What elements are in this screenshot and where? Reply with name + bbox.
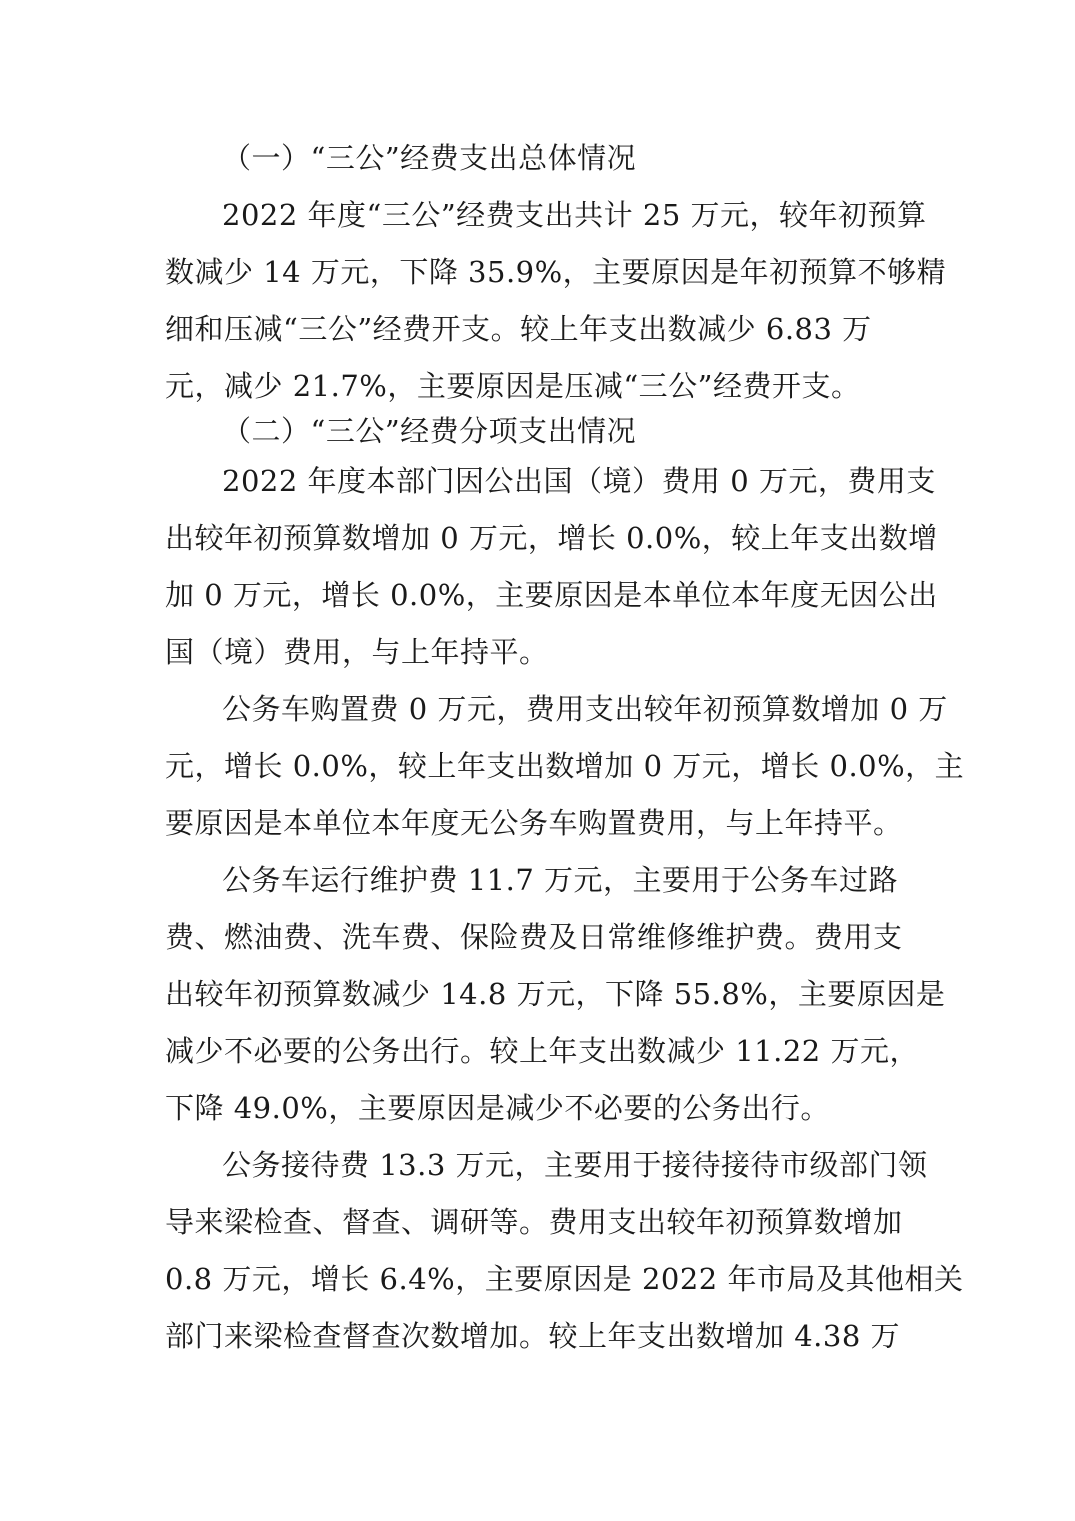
paragraph-line: 部门来梁检查督查次数增加。较上年支出数增加 4.38 万 <box>165 1319 901 1353</box>
paragraph-line: 出较年初预算数减少 14.8 万元，下降 55.8%，主要原因是 <box>165 977 946 1011</box>
section-heading-overall: （一）“三公”经费支出总体情况 <box>222 141 637 175</box>
paragraph-line: 下降 49.0%，主要原因是减少不必要的公务出行。 <box>165 1091 830 1125</box>
paragraph-line: 出较年初预算数增加 0 万元，增长 0.0%，较上年支出数增 <box>165 521 938 555</box>
paragraph-line: 元，减少 21.7%，主要原因是压减“三公”经费开支。 <box>165 369 861 403</box>
paragraph-line: 费、燃油费、洗车费、保险费及日常维修维护费。费用支 <box>165 920 903 954</box>
paragraph-line: 2022 年度本部门因公出国（境）费用 0 万元，费用支 <box>222 464 936 498</box>
paragraph-line: 公务车运行维护费 11.7 万元，主要用于公务车过路 <box>222 863 899 897</box>
paragraph-line: 元，增长 0.0%，较上年支出数增加 0 万元，增长 0.0%，主 <box>165 749 965 783</box>
paragraph-line: 0.8 万元，增长 6.4%，主要原因是 2022 年市局及其他相关 <box>165 1262 964 1296</box>
paragraph-line: 公务接待费 13.3 万元，主要用于接待接待市级部门领 <box>222 1148 928 1182</box>
paragraph-line: 减少不必要的公务出行。较上年支出数减少 11.22 万元， <box>165 1034 919 1068</box>
paragraph-line: 加 0 万元，增长 0.0%，主要原因是本单位本年度无因公出 <box>165 578 938 612</box>
paragraph-line: 国（境）费用，与上年持平。 <box>165 635 549 669</box>
paragraph-line: 要原因是本单位本年度无公务车购置费用，与上年持平。 <box>165 806 903 840</box>
section-heading-itemized: （二）“三公”经费分项支出情况 <box>222 414 637 448</box>
paragraph-line: 数减少 14 万元，下降 35.9%，主要原因是年初预算不够精 <box>165 255 947 289</box>
paragraph-line: 导来梁检查、督查、调研等。费用支出较年初预算数增加 <box>165 1205 903 1239</box>
paragraph-line: 细和压减“三公”经费开支。较上年支出数减少 6.83 万 <box>165 312 872 346</box>
paragraph-line: 公务车购置费 0 万元，费用支出较年初预算数增加 0 万 <box>222 692 948 726</box>
paragraph-line: 2022 年度“三公”经费支出共计 25 万元，较年初预算 <box>222 198 927 232</box>
